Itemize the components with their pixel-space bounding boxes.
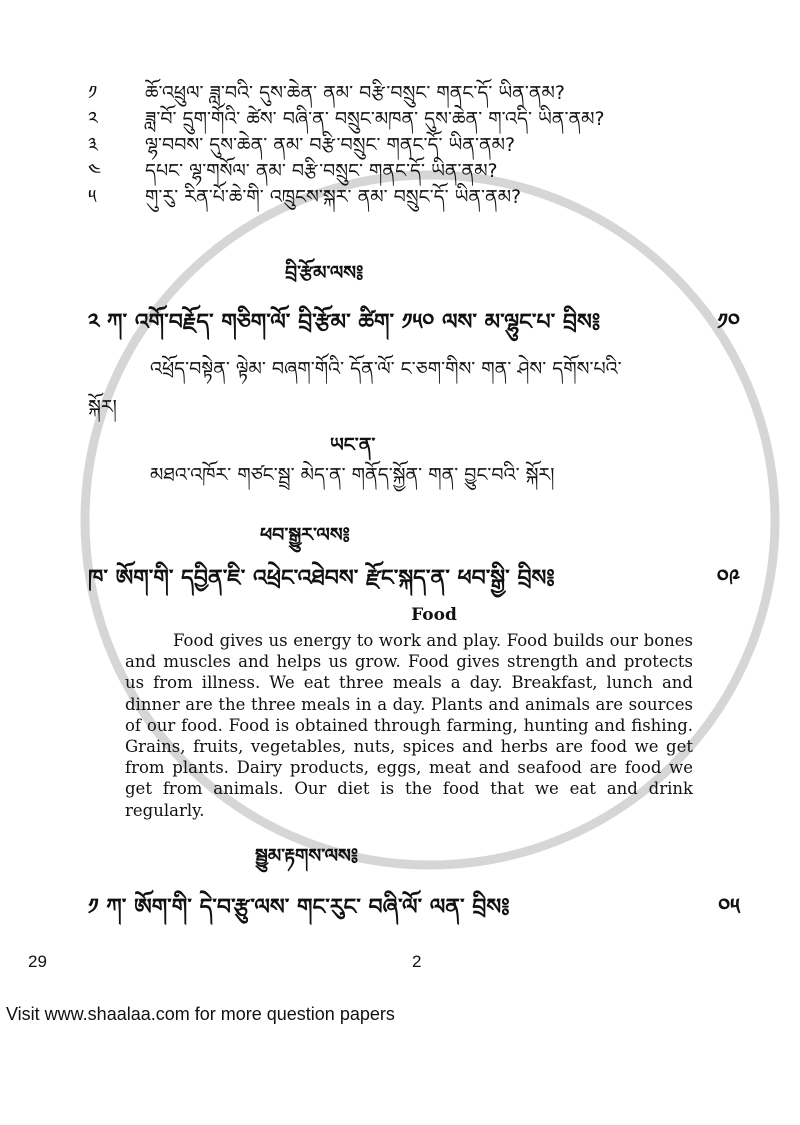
essay-topic-1-cont: སྐོར། xyxy=(88,396,117,418)
essay-topic-2: མཐའ་འཁོར་ གཙང་སྦྲ་ མེད་ན་ གནོད་སྐྱོན་ གན་ བྱུང་བའི་ སྐོར། xyxy=(150,464,555,486)
question-row xyxy=(88,184,740,210)
grammar-heading: སྦྱུམ་རྟགས་ལས༔ xyxy=(255,844,359,867)
grammar-question-row xyxy=(88,893,740,923)
essay-marks: ༡༠ xyxy=(717,310,740,335)
grammar-marks: ༠༥ xyxy=(718,894,740,920)
question-text: གུ་རུ་ རིན་པོ་ཆེ་གི་ འཁྲུངས་སྐར་ ནམ་ བསྲུང་དོ་ ཡིན་ནམ? xyxy=(145,186,522,208)
translation-heading: ཕབ་སྒྱུར་ལས༔ xyxy=(260,524,350,546)
question-row xyxy=(88,106,740,132)
section1-questions xyxy=(88,80,740,210)
footer-numbers xyxy=(28,951,740,973)
page-number: 2 xyxy=(412,951,422,971)
essay-or: ཡང་ན་ xyxy=(330,434,376,456)
question-text: དཔང་ ལྷ་གསོལ་ ནམ་ བརྩི་བསྲུང་ གནང་དོ་ ཡིན་ནམ? xyxy=(145,160,498,182)
passage-text: Food gives us energy to work and play. Food builds our bones and muscles and helps us grow. Food gives strength and protects us from illness. We eat three meals a day. Breakfast, lunch and dinner are the three meals in a day. Plants and animals are sources of our food. Food is obtained through farming, hunting and fishing. Grains, fruits, vegetables, nuts, spices and herbs are food we get from plants. Dairy products, eggs, meat and seafood are food we get from animals. Our diet is the food that we eat and drink regularly. xyxy=(125,631,693,820)
question-text: ཟླ་བོ་ དྲུག་གོའི་ ཚེས་ བཞི་ན་ བསྲུང་མཁན་ དུས་ཆེན་ ག་འདི་ ཡིན་ནམ? xyxy=(145,108,605,130)
question-row xyxy=(88,158,740,184)
q-number: ༣ xyxy=(88,134,98,156)
question-text: ལྷ་བབས་ དུས་ཆེན་ ནམ་ བརྩི་བསྲུང་ གནང་དོ་ ཡིན་ནམ? xyxy=(145,134,516,156)
translation-marks: ༠༩ xyxy=(716,566,740,591)
q-number: ༡ xyxy=(88,82,98,104)
question-row xyxy=(88,132,740,158)
q-number: ༤ xyxy=(88,160,102,182)
essay-topic-1: འཕྲོད་བསྟེན་ ལྟེམ་ བཞག་གོའི་ དོན་ལོ་ ང་ཅག་གིས་ གན་ ཤེས་ དགོས་པའི་ xyxy=(150,358,622,380)
translation-question: ཁ་ ཨོག་གི་ དབྱིན་ཇི་ འཕྲེང་འཐེབས་ རྫོང་སྐད་ན་ ཕབ་སྒྱི་ བྲིས༔ xyxy=(88,566,555,591)
q-number: ༥ xyxy=(88,186,97,208)
essay-heading: བྲི་རྩོམ་ལས༔ xyxy=(285,262,364,284)
question-row xyxy=(88,80,740,106)
footer-left-number: 29 xyxy=(28,951,47,971)
translation-question-row xyxy=(88,564,740,594)
essay-question-row xyxy=(88,308,740,338)
promo-link[interactable]: Visit www.shaalaa.com for more question papers xyxy=(6,1003,395,1024)
question-text: ཆོ་འཕྲུལ་ ཟླ་བའི་ དུས་ཆེན་ ནམ་ བརྩི་བསྲུང་ གནང་དོ་ ཡིན་ནམ? xyxy=(145,82,565,104)
passage xyxy=(125,630,693,821)
q-number: ༢ xyxy=(88,108,98,130)
grammar-question: ༡ ཀ་ ཨོག་གི་ དེ་བ་རྩུ་ལས་ གང་རུང་ བཞི་ལོ་ ལན་ བྲིས༔ xyxy=(88,894,510,920)
passage-title: Food xyxy=(411,605,457,625)
essay-question: ༢ ཀ་ འགོ་བརྗོད་ གཅིག་ལོ་ བྲི་རྩོམ་ ཚིག་ ༡༥༠ ལས་ མ་ལྷུང་པ་ བྲིས༔ xyxy=(88,310,601,335)
